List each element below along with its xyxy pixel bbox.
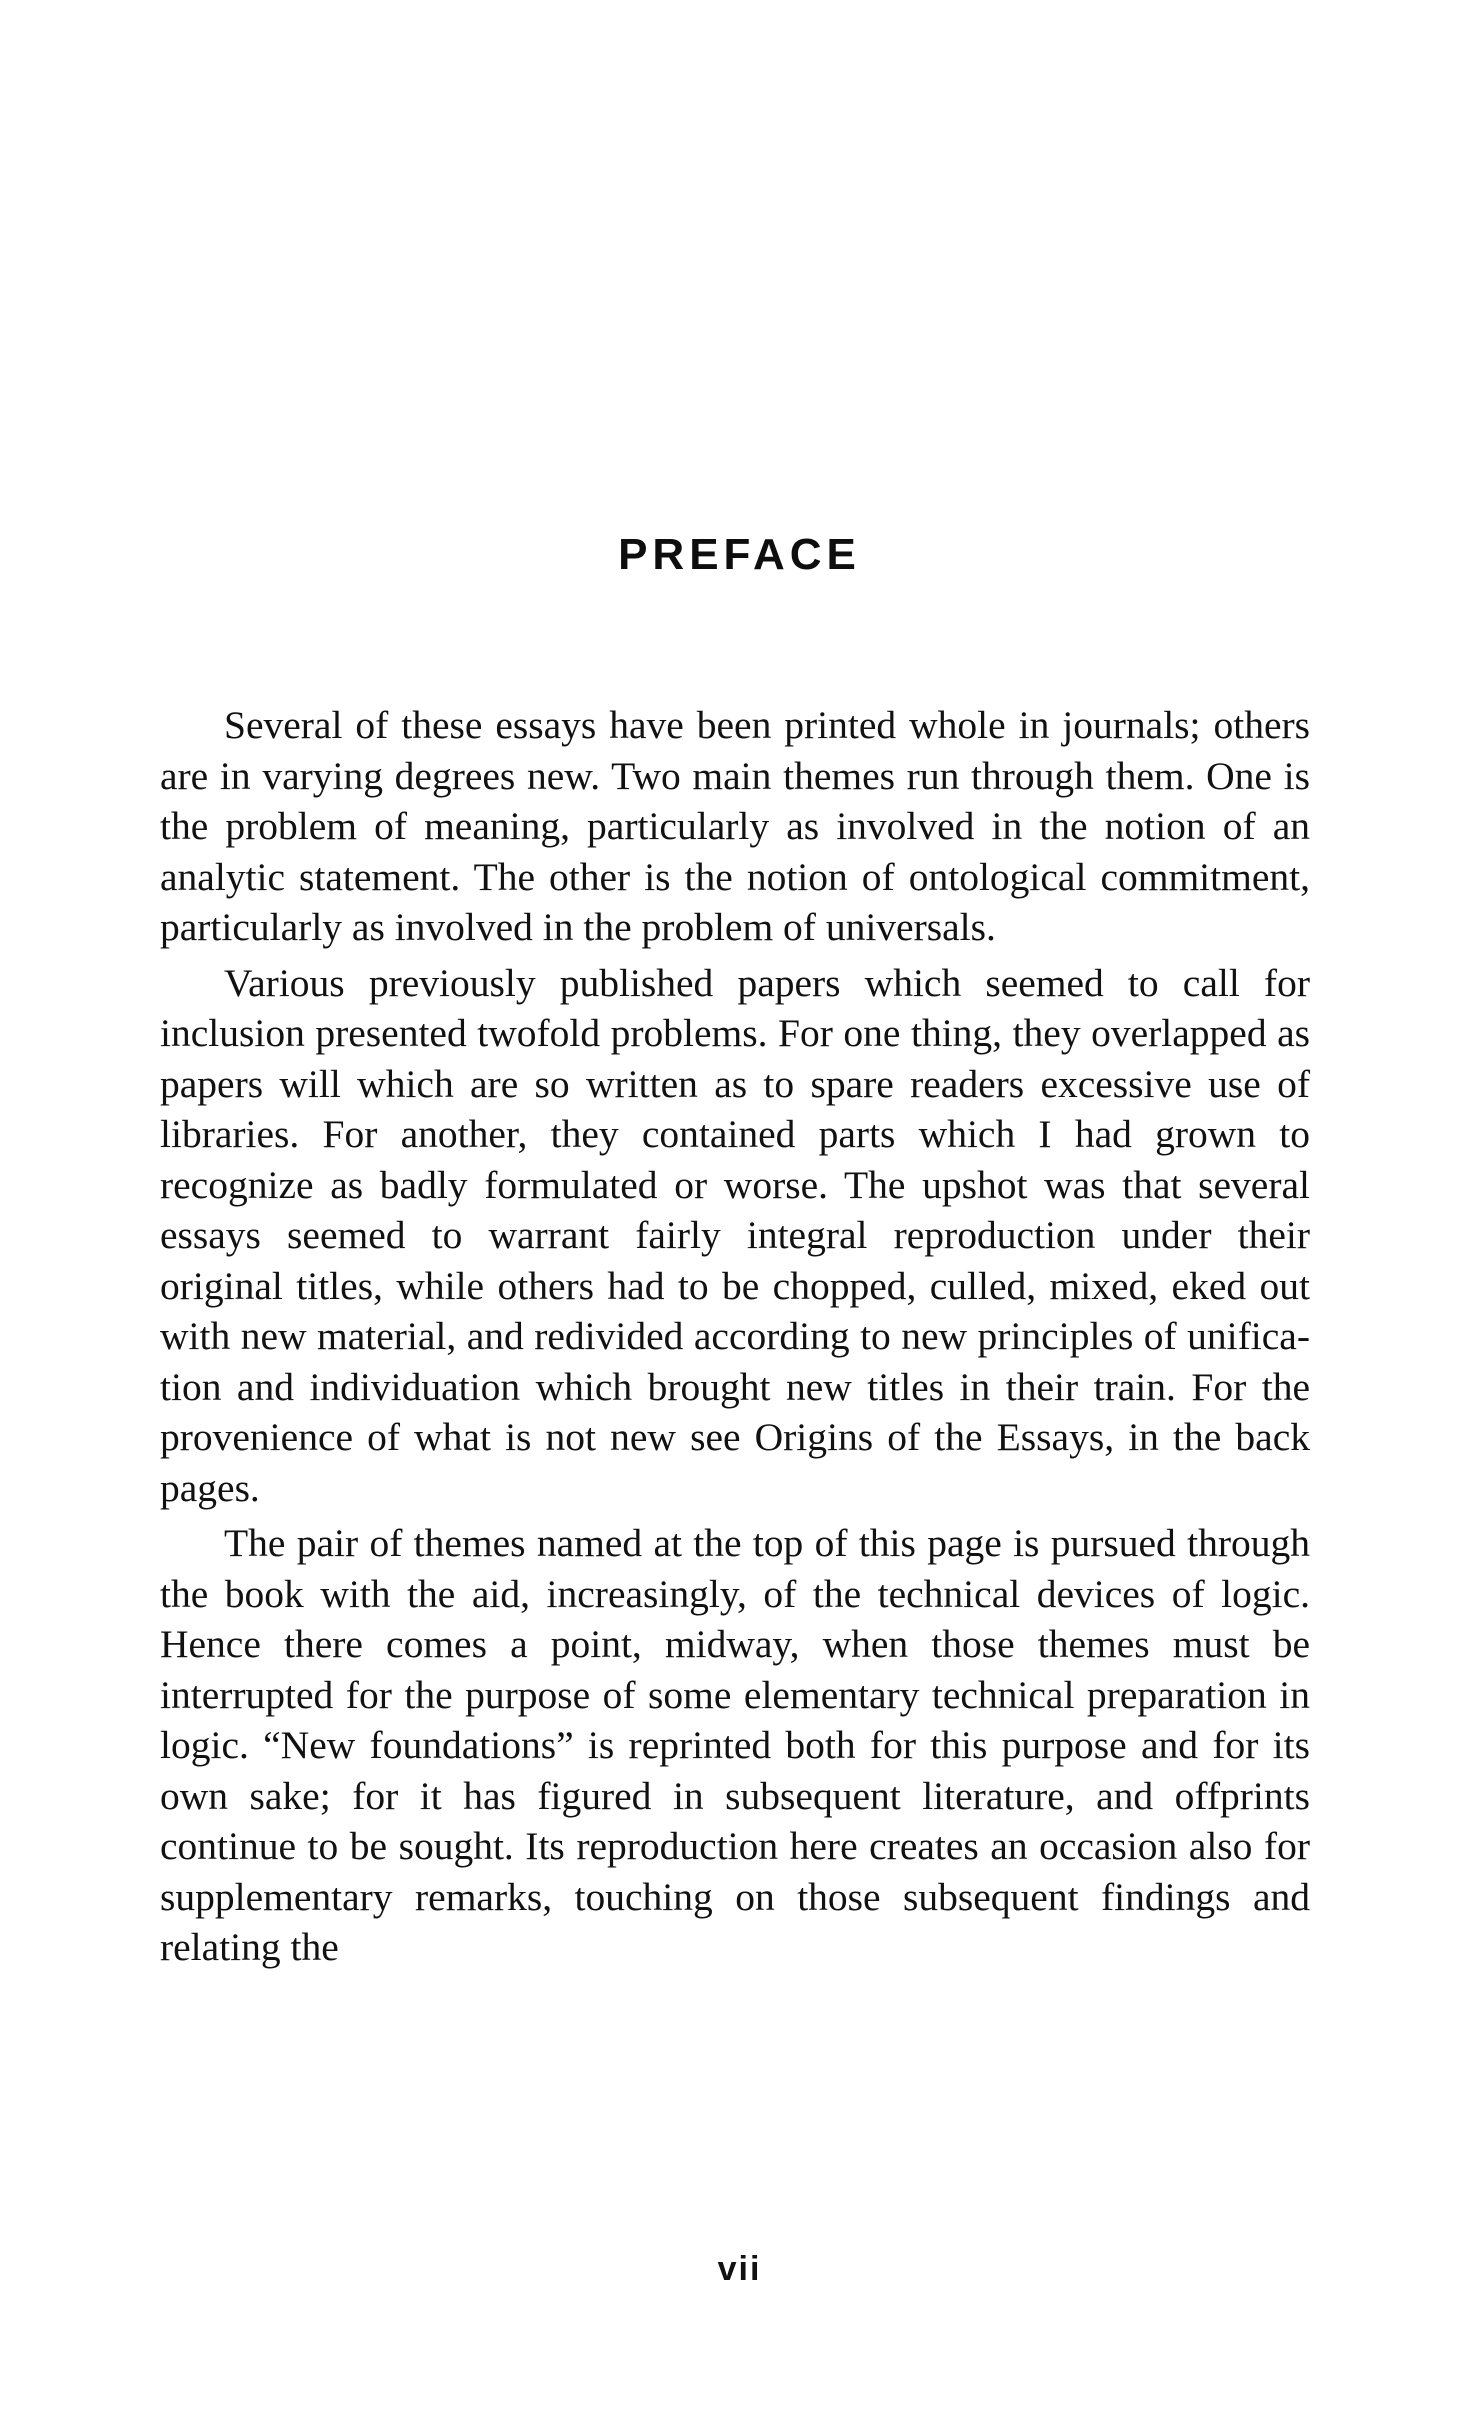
paragraph-3: The pair of themes named at the top of this page is pursued through the book with the aid, increasingly, of the technical devices of logic. Hence there comes a point, midway, when those themes must be interrupted for the purpose of some elementary technical preparation in logic. “New foundations” is reprinted both for this purpose and for its own sake; for it has figured in subsequent literature, and offprints continue to be sought. Its reproduction here creates an occasion also for supplementary remarks, touching on those subsequent findings and relating the	[160, 1521, 1310, 1969]
preface-body	[160, 700, 1310, 1978]
chapter-title: PREFACE	[618, 530, 861, 579]
page-number: vii	[717, 2250, 762, 2288]
paragraph-2: Various previously published papers which seemed to call for inclusion presented twofold problems. For one thing, they overlapped as papers will which are so written as to spare readers excessive use of libraries. For another, they contained parts which I had grown to recognize as badly formulated or worse. The upshot was that several essays seemed to warrant fairly integral reproduction under their original titles, while others had to be chopped, culled, mixed, eked out with new material, and redivided according to new principles of unification and individuation which brought new titles in their train. For the provenience of what is not new see Origins of the Essays, in the back pages.	[160, 960, 1310, 1510]
paragraph-1: Several of these essays have been printed whole in journals; others are in varying degrees new. Two main themes run through them. One is the problem of meaning, particularly as involved in the notion of an analytic statement. The other is the notion of ontological commitment, particularly as involved in the problem of universals.	[160, 703, 1310, 949]
